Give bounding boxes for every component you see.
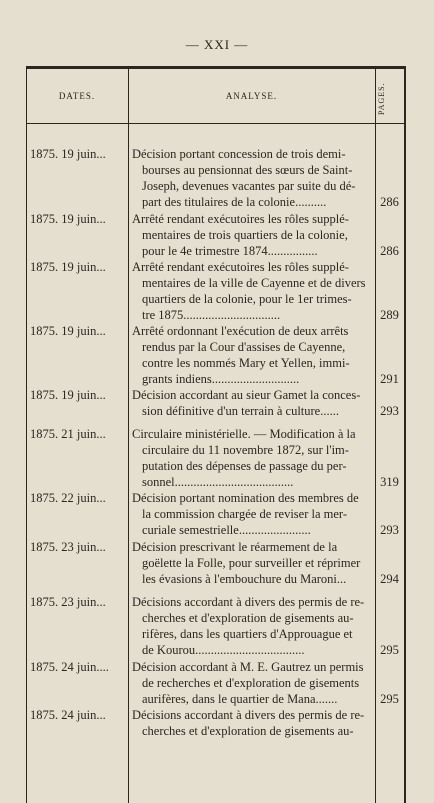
header-pages: PAGES. — [377, 82, 386, 116]
entry-page-number: 293 — [380, 404, 399, 418]
entry-date: 1875. 23 juin... — [30, 540, 106, 554]
entry-page-number: 319 — [380, 475, 399, 489]
analysis-line: part des titulaires de la colonie.......... — [142, 195, 327, 209]
entry-page-number: 294 — [380, 572, 399, 586]
analysis-line: tre 1875............................... — [142, 308, 281, 322]
analysis-line: Décision prescrivant le réarmement de la — [132, 540, 338, 554]
analysis-line: de recherches et d'exploration de gisements — [142, 676, 360, 690]
entry-date: 1875. 19 juin... — [30, 212, 106, 226]
analysis-line: aurifères, dans le quartier de Mana....... — [142, 692, 338, 706]
index-table — [26, 66, 406, 803]
analysis-line: bourses au pensionnat des sœurs de Saint- — [142, 163, 353, 177]
analysis-line: goëlette la Folle, pour surveiller et réprimer — [142, 556, 361, 570]
entry-date: 1875. 24 juin.... — [30, 660, 109, 674]
entry-analysis — [132, 707, 372, 739]
entry-analysis — [132, 259, 372, 323]
analysis-line: circulaire du 11 novembre 1872, sur l'im- — [142, 443, 349, 457]
analysis-line: Décisions accordant à divers des permis de re- — [132, 708, 365, 722]
analysis-line: Décision portant nomination des membres de — [132, 491, 359, 505]
analysis-line: sonnel...................................... — [142, 475, 294, 489]
entry-analysis — [132, 426, 372, 490]
entry-page-number: 286 — [380, 244, 399, 258]
analysis-line: Arrêté ordonnant l'exécution de deux arrêts — [132, 324, 349, 338]
entry-analysis — [132, 490, 372, 538]
column-divider-dates — [128, 69, 129, 803]
analysis-line: sion définitive d'un terrain à culture...... — [142, 404, 339, 418]
entry-analysis — [132, 146, 372, 210]
analysis-line: pour le 4e trimestre 1874................ — [142, 244, 318, 258]
entry-analysis — [132, 387, 372, 419]
analysis-line: Décision portant concession de trois demi- — [132, 147, 346, 161]
page-number: — XXI — — [185, 37, 249, 52]
entry-date: 1875. 19 juin... — [30, 260, 106, 274]
header-dates: DATES. — [58, 91, 96, 101]
entry-date: 1875. 24 juin... — [30, 708, 106, 722]
entry-page-number: 293 — [380, 523, 399, 537]
analysis-line: contre les nommés Mary et Yellen, immi- — [142, 356, 350, 370]
entry-analysis — [132, 323, 372, 387]
header-analyse: ANALYSE. — [225, 91, 278, 101]
table-border-left — [26, 69, 27, 803]
table-border-right — [404, 69, 406, 803]
entry-date: 1875. 22 juin... — [30, 491, 106, 505]
analysis-line: Joseph, devenues vacantes par suite du dé- — [142, 179, 356, 193]
analysis-line: mentaires de trois quartiers de la colonie, — [142, 228, 348, 242]
analysis-line: quartiers de la colonie, pour le 1er trimes- — [142, 292, 352, 306]
entry-analysis — [132, 539, 372, 587]
entry-date: 1875. 19 juin... — [30, 324, 106, 338]
analysis-line: la commission chargée de reviser la mer- — [142, 507, 347, 521]
analysis-line: grants indiens............................ — [142, 372, 300, 386]
analysis-line: Circulaire ministérielle. — Modification à la — [132, 427, 356, 441]
entry-page-number: 286 — [380, 195, 399, 209]
analysis-line: putation des dépenses de passage du per- — [142, 459, 347, 473]
analysis-line: curiale semestrielle....................... — [142, 523, 311, 537]
analysis-line: mentaires de la ville de Cayenne et de divers — [142, 276, 366, 290]
analysis-line: rifères, dans les quartiers d'Approuague et — [142, 627, 353, 641]
header-rule — [26, 123, 406, 124]
entry-date: 1875. 23 juin... — [30, 595, 106, 609]
entry-date: 1875. 19 juin... — [30, 388, 106, 402]
analysis-line: Arrêté rendant exécutoires les rôles supplé- — [132, 212, 349, 226]
analysis-line: Décision accordant à M. E. Gautrez un permis — [132, 660, 364, 674]
entry-page-number: 289 — [380, 308, 399, 322]
entry-analysis — [132, 659, 372, 707]
analysis-line: cherches et d'exploration de gisements au- — [142, 724, 354, 738]
analysis-line: de Kourou................................... — [142, 643, 305, 657]
entry-date: 1875. 21 juin... — [30, 427, 106, 441]
entry-page-number: 295 — [380, 643, 399, 657]
analysis-line: les évasions à l'embouchure du Maroni... — [142, 572, 347, 586]
analysis-line: Arrêté rendant exécutoires les rôles supplé- — [132, 260, 349, 274]
entry-date: 1875. 19 juin... — [30, 147, 106, 161]
analysis-line: Décisions accordant à divers des permis de re- — [132, 595, 365, 609]
entry-page-number: 291 — [380, 372, 399, 386]
analysis-line: Décision accordant au sieur Gamet la conces- — [132, 388, 361, 402]
entry-analysis — [132, 594, 372, 658]
analysis-line: cherches et d'exploration de gisements au- — [142, 611, 354, 625]
entry-page-number: 295 — [380, 692, 399, 706]
analysis-line: rendus par la Cour d'assises de Cayenne, — [142, 340, 346, 354]
entry-analysis — [132, 211, 372, 259]
